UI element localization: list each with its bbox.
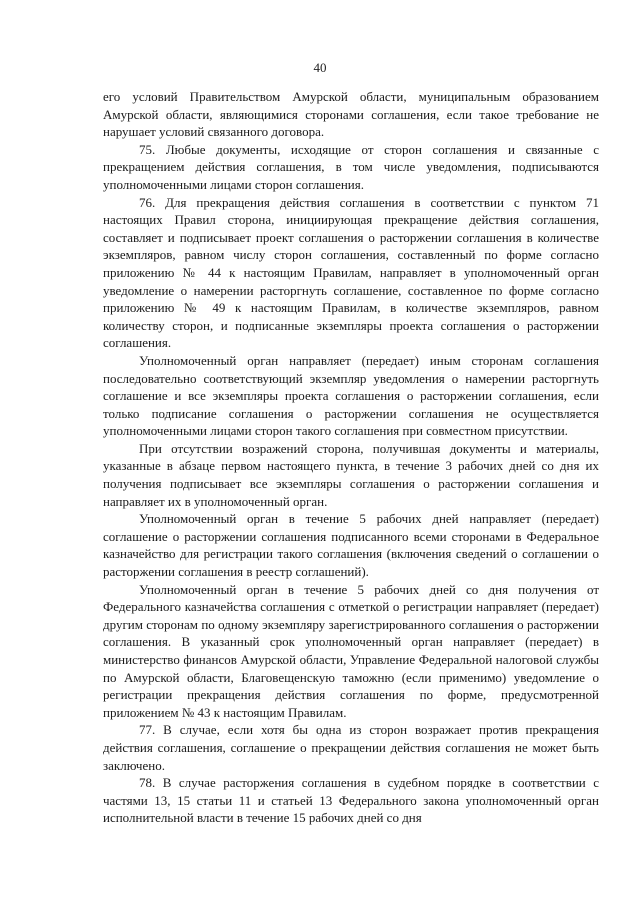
paragraph-76: 76. Для прекращения действия соглашения в соответствии с пунктом 71 настоящих Правил сторона, инициирующая прекращение действия соглашения, составляет и подписывает проект соглашения о расторжении соглашения в количестве экземпляров, равном числу сторон соглашения, составленный по форме согласно приложению № 44 к настоящим Правилам, направляет в уполномоченный орган уведомление о намерении расторгнуть соглашение, составленное по форме согласно приложению № 49 к настоящим Правилам, в количестве экземпляров, равном количеству сторон, и подписанные экземпляры проекта соглашения о расторжении соглашения. — [103, 194, 599, 351]
paragraph-77: 77. В случае, если хотя бы одна из сторон возражает против прекращения действия соглашения, соглашение о прекращении действия соглашения не может быть заключено. — [103, 722, 599, 773]
document-body — [103, 88, 599, 827]
page-number: 40 — [313, 60, 327, 75]
paragraph-75: 75. Любые документы, исходящие от сторон соглашения и связанные с прекращением действия соглашения, в том числе уведомления, подписываются уполномоченными лицами сторон соглашения. — [103, 141, 599, 192]
paragraph-76-distribution: Уполномоченный орган в течение 5 рабочих дней со дня получения от Федерального казначейства соглашения с отметкой о регистрации направляет (передает) другим сторонам по одному экземпляру зарегистрированного соглашения о расторжении соглашения. В указанный срок уполномоченный орган направляет (передает) в министерство финансов Амурской области, Управление Федеральной налоговой службы по Амурской области, Благовещенскую таможню (если применимо) уведомление о регистрации прекращения действия соглашения по форме, предусмотренной приложением № 43 к настоящим Правилам. — [103, 581, 599, 720]
paragraph-continuation: его условий Правительством Амурской области, муниципальным образованием Амурской области, являющимися сторонами соглашения, если такое требование не нарушает условий связанного договора. — [103, 89, 599, 140]
paragraph-76-signing: При отсутствии возражений сторона, получившая документы и материалы, указанные в абзаце первом настоящего пункта, в течение 3 рабочих дней со дня их получения подписывает все экземпляры соглашения о расторжении соглашения и направляет их в уполномоченный орган. — [103, 440, 599, 509]
paragraph-76-notification: Уполномоченный орган направляет (передает) иным сторонам соглашения последовательно соответствующий экземпляр уведомления о намерении расторгнуть соглашение и все экземпляры проекта соглашения о расторжении соглашения, если только подписание соглашения о расторжении соглашения не осуществляется уполномоченными лицами сторон такого соглашения при совместном присутствии. — [103, 352, 599, 439]
paragraph-78: 78. В случае расторжения соглашения в судебном порядке в соответствии с частями 13, 15 статьи 11 и статьей 13 Федерального закона уполномоченный орган исполнительной власти в течение 15 рабочих дней со дня — [103, 775, 599, 826]
paragraph-76-registration: Уполномоченный орган в течение 5 рабочих дней направляет (передает) соглашение о расторжении соглашения подписанного всеми сторонами в Федеральное казначейство для регистрации такого соглашения (включения сведений о соглашении о расторжении соглашения в реестр соглашений). — [103, 511, 599, 580]
